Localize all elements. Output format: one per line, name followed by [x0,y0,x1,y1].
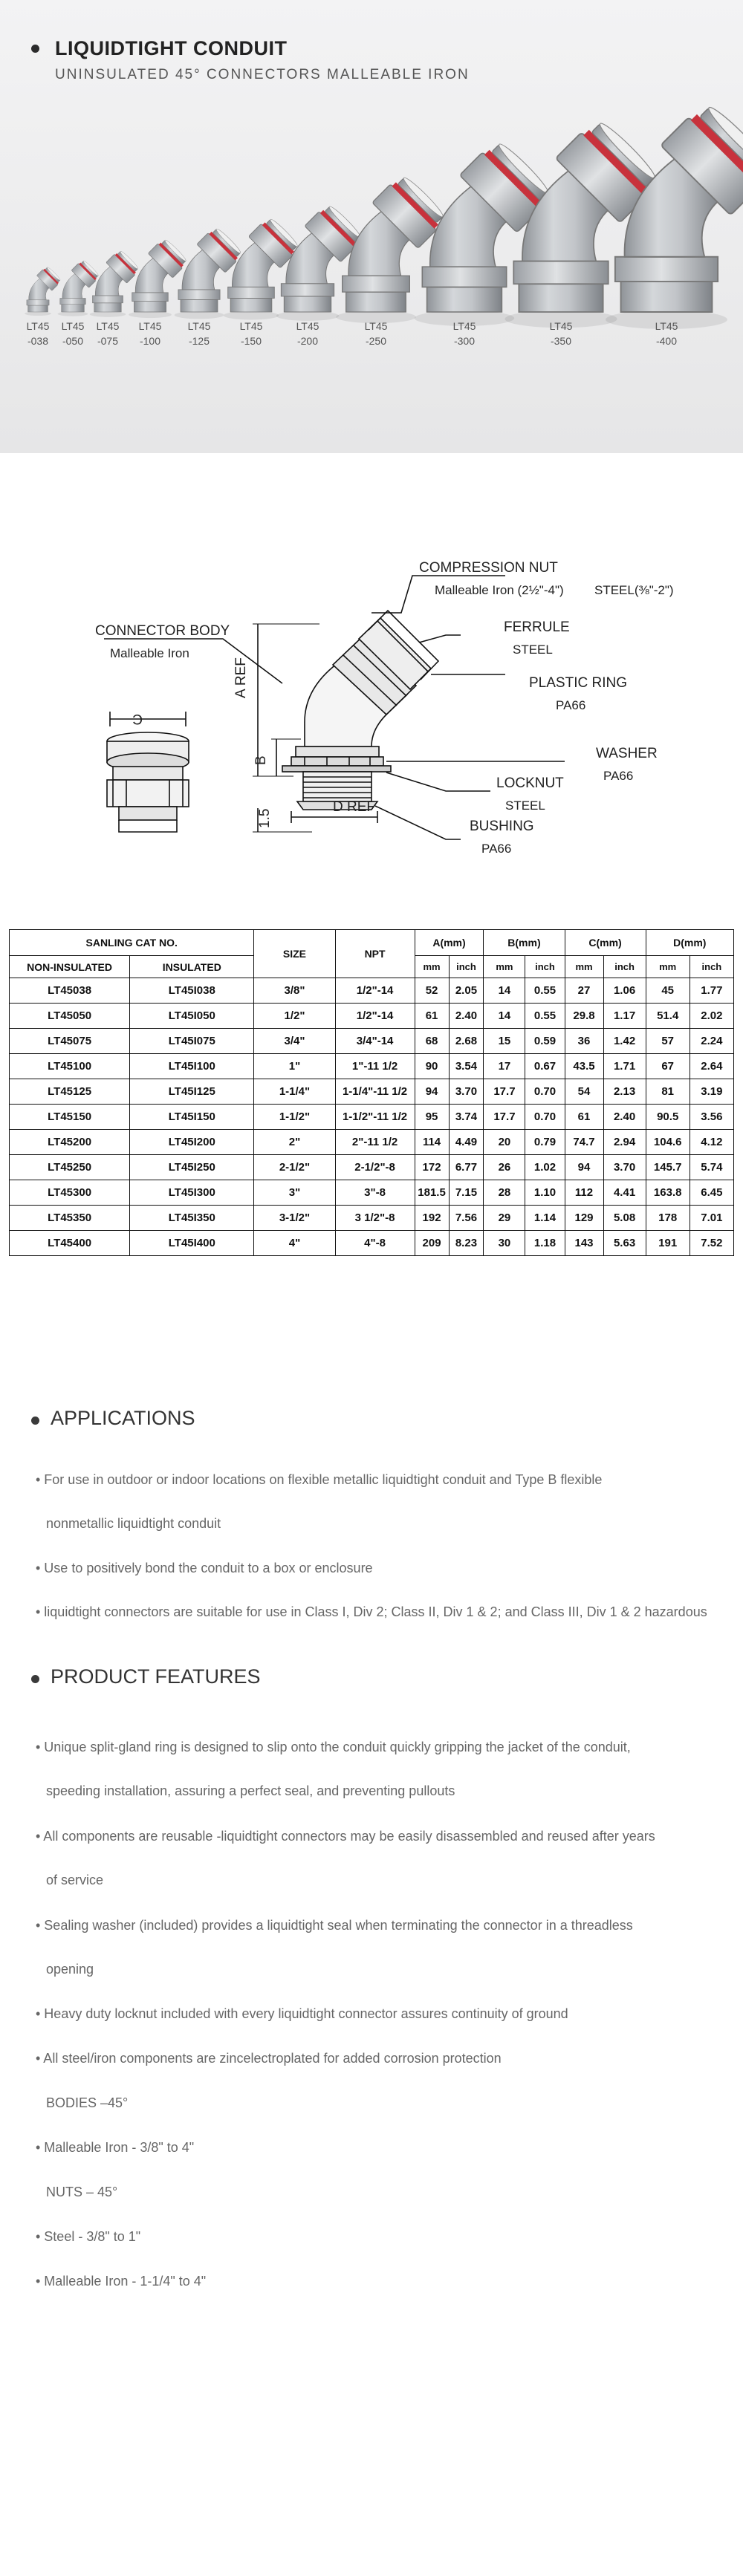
table-cell-npt: 3 1/2"-8 [335,1206,415,1231]
table-cell-b-mm: 29 [484,1206,525,1231]
product-connector-icon [129,237,189,318]
product-lineup [0,0,743,453]
product-size-label: -075 [97,335,119,347]
table-cell-ins: LT45I075 [130,1029,254,1054]
elbow-view [282,611,438,810]
table-cell-size: 3/8" [254,978,335,1004]
unit-inch-header: inch [525,956,565,978]
product-model-label: LT45 [452,320,476,332]
product-size-label: -200 [296,335,319,347]
table-cell-size: 1-1/4" [254,1079,335,1105]
product-size-label: -250 [365,335,387,347]
table-cell-b-mm: 28 [484,1180,525,1206]
table-row [10,1130,734,1155]
table-row [10,1029,734,1054]
table-cell-d-mm: 191 [646,1231,690,1256]
table-cell-npt: 2-1/2"-8 [335,1155,415,1180]
product-size-label: -100 [139,335,161,347]
unit-mm-header: mm [565,956,603,978]
table-cell-a-mm: 209 [415,1231,449,1256]
product-model-label: LT45 [549,320,573,332]
product-model-label: LT45 [239,320,263,332]
table-cell-non: LT45200 [10,1130,130,1155]
compression-nut-sub: Malleable Iron (2½"-4") [435,583,564,597]
table-cell-ins: LT45I300 [130,1180,254,1206]
table-cell-npt: 4"-8 [335,1231,415,1256]
applications-title: APPLICATIONS [51,1407,195,1429]
table-cell-npt: 1-1/4"-11 1/2 [335,1079,415,1105]
locknut-sub: STEEL [505,799,545,813]
product-connector-icon [90,249,141,317]
dim-d-label: D REF [333,799,375,815]
table-cell-size: 2" [254,1130,335,1155]
size-header: SIZE [254,930,335,978]
bushing-sub: PA66 [481,842,512,856]
d-header: D(mm) [646,930,733,956]
product-model-label: LT45 [296,320,319,332]
table-cell-d-mm: 145.7 [646,1155,690,1180]
product-size-label: -350 [550,335,572,347]
product-model-label: LT45 [61,320,85,332]
table-cell-a-mm: 114 [415,1130,449,1155]
features-item: NUTS – 45° [46,2185,118,2199]
table-cell-npt: 2"-11 1/2 [335,1130,415,1155]
table-cell-c-mm: 36 [565,1029,603,1054]
connector-body-label: CONNECTOR BODY [95,623,230,639]
table-cell-non: LT45125 [10,1079,130,1105]
table-cell-a-mm: 181.5 [415,1180,449,1206]
table-cell-b-in: 0.70 [525,1105,565,1130]
table-cell-b-mm: 15 [484,1029,525,1054]
table-cell-d-in: 3.56 [690,1105,733,1130]
table-cell-d-mm: 67 [646,1054,690,1079]
table-cell-b-in: 1.14 [525,1206,565,1231]
table-cell-ins: LT45I125 [130,1079,254,1105]
table-cell-c-in: 2.94 [603,1130,646,1155]
ferrule-sub: STEEL [513,643,553,657]
table-cell-a-in: 3.54 [449,1054,484,1079]
non-insulated-header: NON-INSULATED [10,956,130,978]
product-model-label: LT45 [96,320,120,332]
table-cell-ins: LT45I100 [130,1054,254,1079]
product-size-label: -150 [240,335,262,347]
table-cell-b-in: 0.59 [525,1029,565,1054]
table-cell-c-in: 1.71 [603,1054,646,1079]
table-row [10,1004,734,1029]
unit-inch-header: inch [603,956,646,978]
washer-label: WASHER [596,746,658,761]
hero-title: LIQUIDTIGHT CONDUIT [55,37,288,59]
table-cell-a-in: 2.68 [449,1029,484,1054]
features-bullet-icon [31,1675,39,1683]
table-cell-c-in: 3.70 [603,1155,646,1180]
table-cell-a-in: 3.70 [449,1079,484,1105]
applications-item: • Use to positively bond the conduit to a box or enclosure [36,1561,373,1575]
table-cell-d-in: 6.45 [690,1180,733,1206]
features-item: of service [46,1873,104,1887]
spec-table [9,929,734,1256]
features-item: • All components are reusable -liquidtight connectors may be easily disassembled and reused after years [36,1829,655,1844]
product-size-label: -125 [188,335,210,347]
product-size-label: -050 [62,335,84,347]
table-cell-b-mm: 14 [484,978,525,1004]
table-cell-d-mm: 81 [646,1079,690,1105]
washer-sub: PA66 [603,769,634,783]
table-cell-d-in: 3.19 [690,1079,733,1105]
table-cell-size: 2-1/2" [254,1155,335,1180]
table-cell-d-mm: 51.4 [646,1004,690,1029]
table-cell-b-in: 0.79 [525,1130,565,1155]
table-cell-non: LT45300 [10,1180,130,1206]
dim-15-label: 1.5 [257,808,273,828]
features-item: • All steel/iron components are zincelectroplated for added corrosion protection [36,2051,502,2066]
table-row [10,1105,734,1130]
a-header: A(mm) [415,930,484,956]
table-cell-npt: 3/4"-14 [335,1029,415,1054]
table-cell-a-mm: 68 [415,1029,449,1054]
table-cell-size: 1-1/2" [254,1105,335,1130]
connector-body-sub: Malleable Iron [110,646,189,660]
product-model-label: LT45 [187,320,211,332]
table-row [10,1155,734,1180]
table-cell-d-in: 4.12 [690,1130,733,1155]
table-cell-b-mm: 14 [484,1004,525,1029]
table-cell-d-mm: 90.5 [646,1105,690,1130]
hero-banner [0,0,743,453]
table-cell-npt: 1"-11 1/2 [335,1054,415,1079]
insulated-header: INSULATED [130,956,254,978]
features-item: • Sealing washer (included) provides a liquidtight seal when terminating the connector in a threadless [36,1918,633,1933]
table-cell-c-mm: 61 [565,1105,603,1130]
table-cell-d-mm: 45 [646,978,690,1004]
table-cell-non: LT45350 [10,1206,130,1231]
unit-mm-header: mm [415,956,449,978]
table-cell-c-mm: 43.5 [565,1054,603,1079]
table-cell-a-mm: 90 [415,1054,449,1079]
table-row [10,1231,734,1256]
table-cell-a-mm: 61 [415,1004,449,1029]
end-view [107,712,189,832]
table-cell-b-mm: 30 [484,1231,525,1256]
table-cell-non: LT45250 [10,1155,130,1180]
table-cell-d-in: 7.01 [690,1206,733,1231]
table-cell-c-in: 1.06 [603,978,646,1004]
table-cell-a-mm: 95 [415,1105,449,1130]
table-cell-c-in: 1.17 [603,1004,646,1029]
product-model-label: LT45 [26,320,50,332]
features-item: • Malleable Iron - 1-1/4" to 4" [36,2274,207,2289]
table-cell-d-mm: 178 [646,1206,690,1231]
table-cell-a-in: 7.56 [449,1206,484,1231]
applications-item: nonmetallic liquidtight conduit [46,1516,221,1531]
hero-subtitle: UNINSULATED 45° CONNECTORS MALLEABLE IRON [55,67,470,82]
table-cell-b-in: 1.10 [525,1180,565,1206]
b-header: B(mm) [484,930,565,956]
table-cell-c-in: 5.63 [603,1231,646,1256]
table-cell-d-in: 7.52 [690,1231,733,1256]
table-row [10,1054,734,1079]
table-cell-a-mm: 192 [415,1206,449,1231]
product-model-label: LT45 [364,320,388,332]
applications-bullet-icon [31,1417,39,1425]
product-size-label: -400 [655,335,678,347]
table-cell-c-mm: 74.7 [565,1130,603,1155]
table-cell-non: LT45038 [10,978,130,1004]
table-cell-ins: LT45I400 [130,1231,254,1256]
table-cell-a-in: 7.15 [449,1180,484,1206]
table-cell-c-mm: 94 [565,1155,603,1180]
features-item: opening [46,1962,94,1977]
product-size-label: -038 [27,335,49,347]
table-cell-size: 3-1/2" [254,1206,335,1231]
table-cell-b-in: 0.70 [525,1079,565,1105]
table-cell-c-mm: 143 [565,1231,603,1256]
table-cell-b-in: 1.18 [525,1231,565,1256]
locknut-label: LOCKNUT [496,775,564,791]
table-cell-npt: 1/2"-14 [335,978,415,1004]
dim-b-label: B [253,755,269,765]
table-cell-non: LT45150 [10,1105,130,1130]
table-cell-a-in: 2.05 [449,978,484,1004]
features-title: PRODUCT FEATURES [51,1665,261,1688]
features-item: BODIES –45° [46,2095,129,2110]
table-cell-d-in: 2.02 [690,1004,733,1029]
table-cell-ins: LT45I150 [130,1105,254,1130]
table-row [10,1180,734,1206]
table-cell-b-mm: 17.7 [484,1079,525,1105]
table-cell-b-mm: 17 [484,1054,525,1079]
dim-c-label: C [132,711,143,726]
table-cell-c-in: 4.41 [603,1180,646,1206]
compression-nut-steel: STEEL(⅜"-2") [594,583,674,597]
table-cell-d-in: 2.24 [690,1029,733,1054]
table-cell-d-in: 5.74 [690,1155,733,1180]
table-cell-c-in: 2.40 [603,1105,646,1130]
npt-header: NPT [335,930,415,978]
table-cell-ins: LT45I200 [130,1130,254,1155]
table-cell-size: 1/2" [254,1004,335,1029]
c-header: C(mm) [565,930,646,956]
table-cell-size: 1" [254,1054,335,1079]
table-cell-non: LT45100 [10,1054,130,1079]
table-cell-size: 4" [254,1231,335,1256]
table-cell-a-mm: 94 [415,1079,449,1105]
ferrule-label: FERRULE [504,619,570,635]
table-cell-d-in: 2.64 [690,1054,733,1079]
table-cell-a-in: 8.23 [449,1231,484,1256]
unit-mm-header: mm [484,956,525,978]
table-cell-ins: LT45I038 [130,978,254,1004]
table-cell-npt: 1-1/2"-11 1/2 [335,1105,415,1130]
product-model-label: LT45 [138,320,162,332]
table-cell-non: LT45050 [10,1004,130,1029]
product-connector-icon [25,265,62,316]
table-row [10,1079,734,1105]
table-cell-b-in: 0.67 [525,1054,565,1079]
spec-table-body [10,978,734,1256]
connector-drawing [0,550,743,899]
features-item: speeding installation, assuring a perfect seal, and preventing pullouts [46,1783,455,1798]
table-cell-d-in: 1.77 [690,978,733,1004]
table-cell-b-mm: 26 [484,1155,525,1180]
table-cell-c-mm: 27 [565,978,603,1004]
dim-a-label: A REF [233,657,249,698]
table-row [10,1206,734,1231]
table-cell-npt: 1/2"-14 [335,1004,415,1029]
table-cell-a-mm: 52 [415,978,449,1004]
table-row [10,978,734,1004]
table-cell-b-in: 1.02 [525,1155,565,1180]
features-item: • Steel - 3/8" to 1" [36,2229,141,2244]
table-cell-non: LT45075 [10,1029,130,1054]
table-cell-b-in: 0.55 [525,1004,565,1029]
unit-inch-header: inch [449,956,484,978]
table-cell-ins: LT45I250 [130,1155,254,1180]
table-cell-d-mm: 57 [646,1029,690,1054]
table-cell-c-in: 1.42 [603,1029,646,1054]
features-item: • Unique split-gland ring is designed to slip onto the conduit quickly gripping the jacket of the conduit, [36,1740,631,1754]
applications-item: • liquidtight connectors are suitable for use in Class I, Div 2; Class II, Div 1 & 2; and Class III, Div 1 & 2 hazardous [36,1604,707,1619]
table-cell-a-in: 3.74 [449,1105,484,1130]
table-cell-size: 3/4" [254,1029,335,1054]
table-cell-ins: LT45I050 [130,1004,254,1029]
table-cell-b-mm: 17.7 [484,1105,525,1130]
table-cell-size: 3" [254,1180,335,1206]
table-cell-c-mm: 112 [565,1180,603,1206]
table-cell-c-in: 2.13 [603,1079,646,1105]
table-cell-npt: 3"-8 [335,1180,415,1206]
features-item: • Malleable Iron - 3/8" to 4" [36,2140,195,2155]
product-model-label: LT45 [655,320,678,332]
table-cell-a-mm: 172 [415,1155,449,1180]
table-cell-a-in: 2.40 [449,1004,484,1029]
plastic-ring-sub: PA66 [556,698,586,712]
product-size-label: -300 [453,335,476,347]
table-cell-c-mm: 129 [565,1206,603,1231]
compression-nut-label: COMPRESSION NUT [419,560,558,576]
table-cell-c-mm: 29.8 [565,1004,603,1029]
unit-mm-header: mm [646,956,690,978]
table-cell-a-in: 6.77 [449,1155,484,1180]
table-cell-b-in: 0.55 [525,978,565,1004]
table-cell-non: LT45400 [10,1231,130,1256]
table-cell-d-mm: 104.6 [646,1130,690,1155]
bushing-label: BUSHING [470,819,534,834]
features-item: • Heavy duty locknut included with every liquidtight connector assures continuity of ground [36,2006,568,2021]
unit-inch-header: inch [690,956,733,978]
table-cell-c-in: 5.08 [603,1206,646,1231]
catalog-header: SANLING CAT NO. [10,930,254,956]
table-cell-c-mm: 54 [565,1079,603,1105]
table-cell-a-in: 4.49 [449,1130,484,1155]
table-cell-d-mm: 163.8 [646,1180,690,1206]
technical-diagram [0,550,743,899]
plastic-ring-label: PLASTIC RING [529,675,627,691]
table-cell-ins: LT45I350 [130,1206,254,1231]
applications-item: • For use in outdoor or indoor locations on flexible metallic liquidtight conduit and Type B flexible [36,1472,603,1487]
table-cell-b-mm: 20 [484,1130,525,1155]
